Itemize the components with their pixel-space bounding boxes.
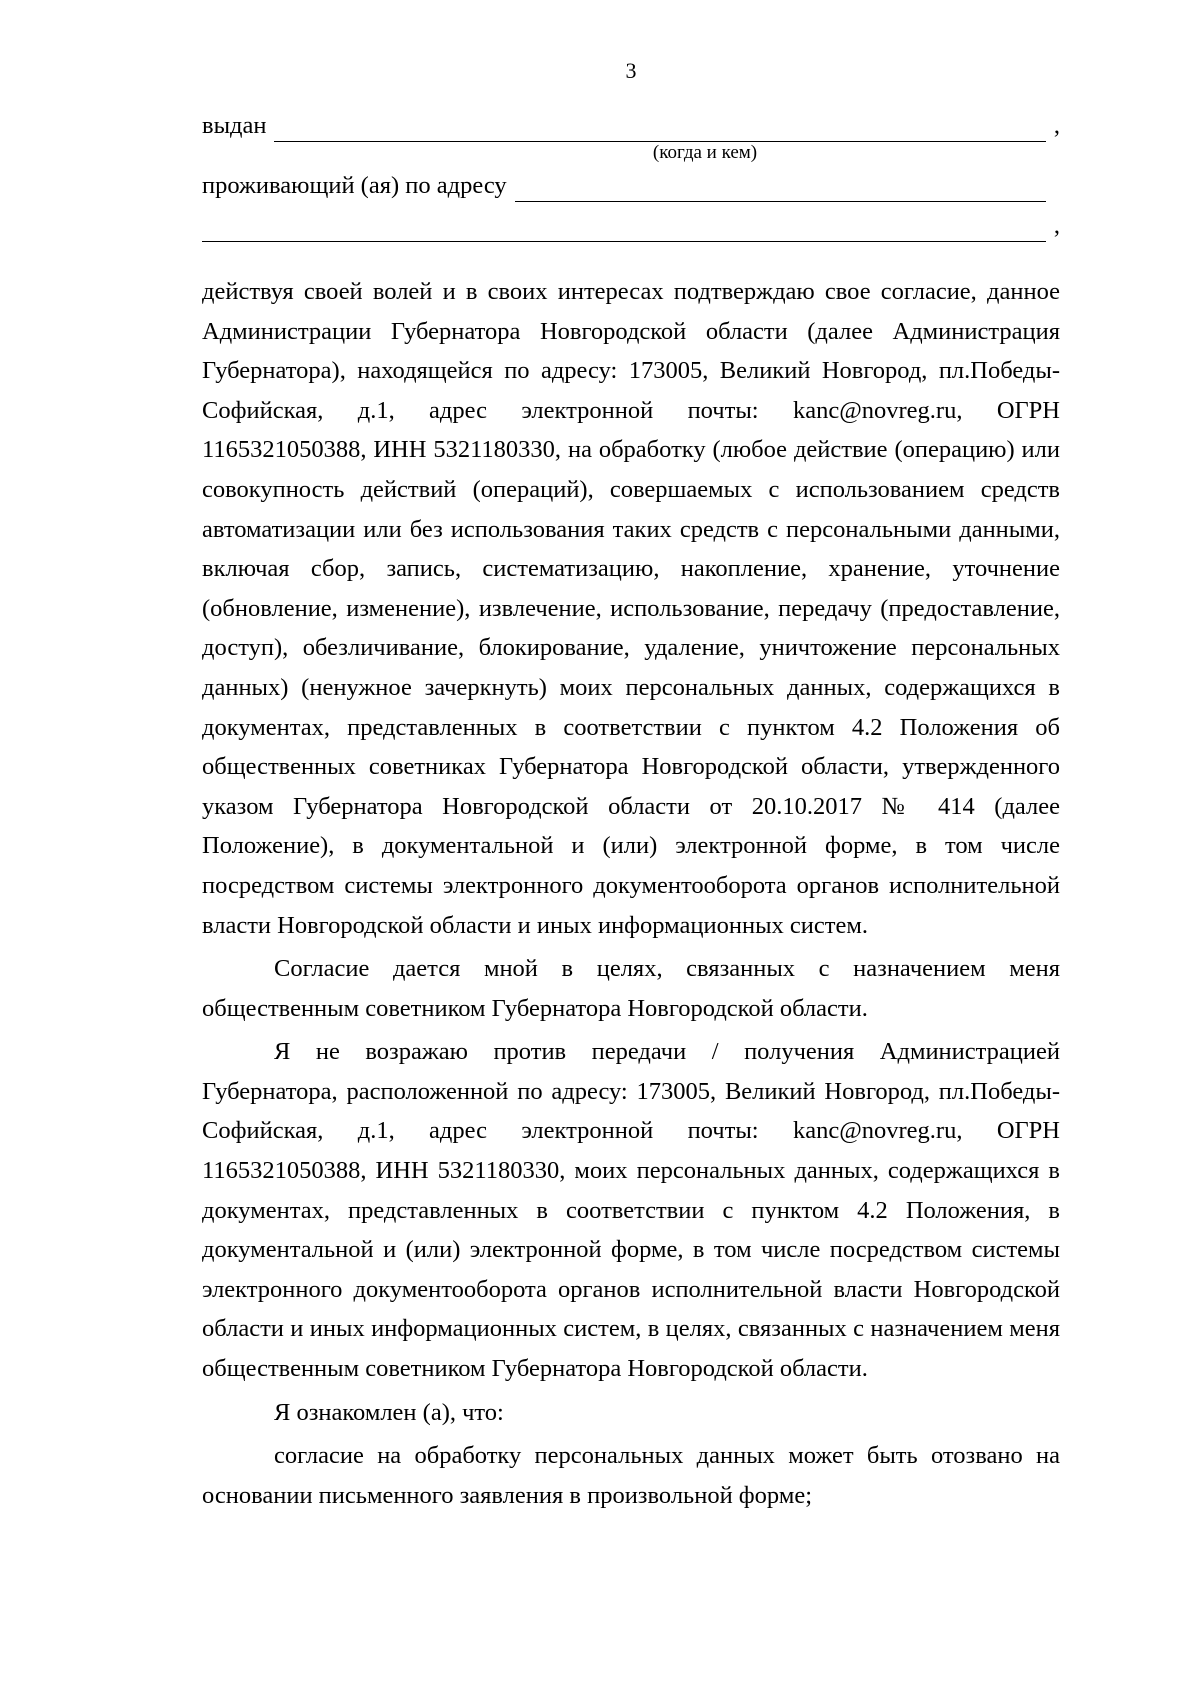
paragraph-acknowledged: Я ознакомлен (а), что: bbox=[274, 1398, 504, 1426]
issued-caption: (когда и кем) bbox=[652, 142, 758, 163]
issued-label: выдан bbox=[202, 112, 267, 139]
paragraph-revocation: согласие на обработку персональных данных может быть отозвано на основании письменного заявления в произвольной форме; bbox=[202, 1442, 1060, 1509]
page-number: 3 bbox=[625, 58, 637, 83]
address-blank-continued bbox=[202, 215, 1046, 242]
address-blank bbox=[515, 175, 1046, 202]
address-label: проживающий (ая) по адресу bbox=[202, 172, 507, 199]
issued-comma: , bbox=[1053, 112, 1060, 139]
issued-blank bbox=[274, 115, 1046, 142]
consent-body bbox=[202, 272, 1060, 1515]
paragraph-transfer: Я не возражаю против передачи / получения Администрацией Губернатора, расположенной по адресу: 173005, Великий Новгород, пл.Победы-Софийская, д.1, адрес электронной почты: kanc@novreg.ru, ОГРН 1165321050388, ИНН 5321180330, моих персональных данных, содержащихся в документах, представленных в соответствии с пунктом 4.2 Положения, в документальной и (или) электронной форме, в том числе посредством системы электронного документооборота органов исполнительной власти Новгородской области и иных информационных систем, в целях, связанных с назначением меня общественным советником Губернатора Новгородской области. bbox=[202, 1038, 1060, 1383]
paragraph-consent: действуя своей волей и в своих интересах подтверждаю свое согласие, данное Администрации Губернатора Новгородской области (далее Администрация Губернатора), находящейся по адресу: 173005, Великий Новгород, пл.Победы-Софийская, д.1, адрес электронной почты: kanc@novreg.ru, ОГРН 1165321050388, ИНН 5321180330, на обработку (любое действие (операцию) или совокупность действий (операций), совершаемых с использованием средств автоматизации или без использования таких средств с персональными данными, включая сбор, запись, систематизацию, накопление, хранение, уточнение (обновление, изменение), извлечение, использование, передачу (предоставление, доступ), обезличивание, блокирование, удаление, уничтожение персональных данных) (ненужное зачеркнуть) моих персональных данных, содержащихся в документах, представленных в соответствии с пунктом 4.2 Положения об общественных советниках Губернатора Новгородской области, утвержденного указом Губернатора Новгородской области от 20.10.2017 № 414 (далее Положение), в документальной и (или) электронной форме, в том числе посредством системы электронного документооборота органов исполнительной власти Новгородской области и иных информационных систем. bbox=[202, 278, 1060, 939]
paragraph-purpose: Согласие дается мной в целях, связанных с назначением меня общественным советником Губернатора Новгородской области. bbox=[202, 955, 1060, 1022]
issued-line bbox=[202, 110, 1060, 142]
address-line-continued bbox=[202, 210, 1060, 242]
address-line bbox=[202, 170, 1060, 202]
address-comma: , bbox=[1053, 212, 1060, 239]
